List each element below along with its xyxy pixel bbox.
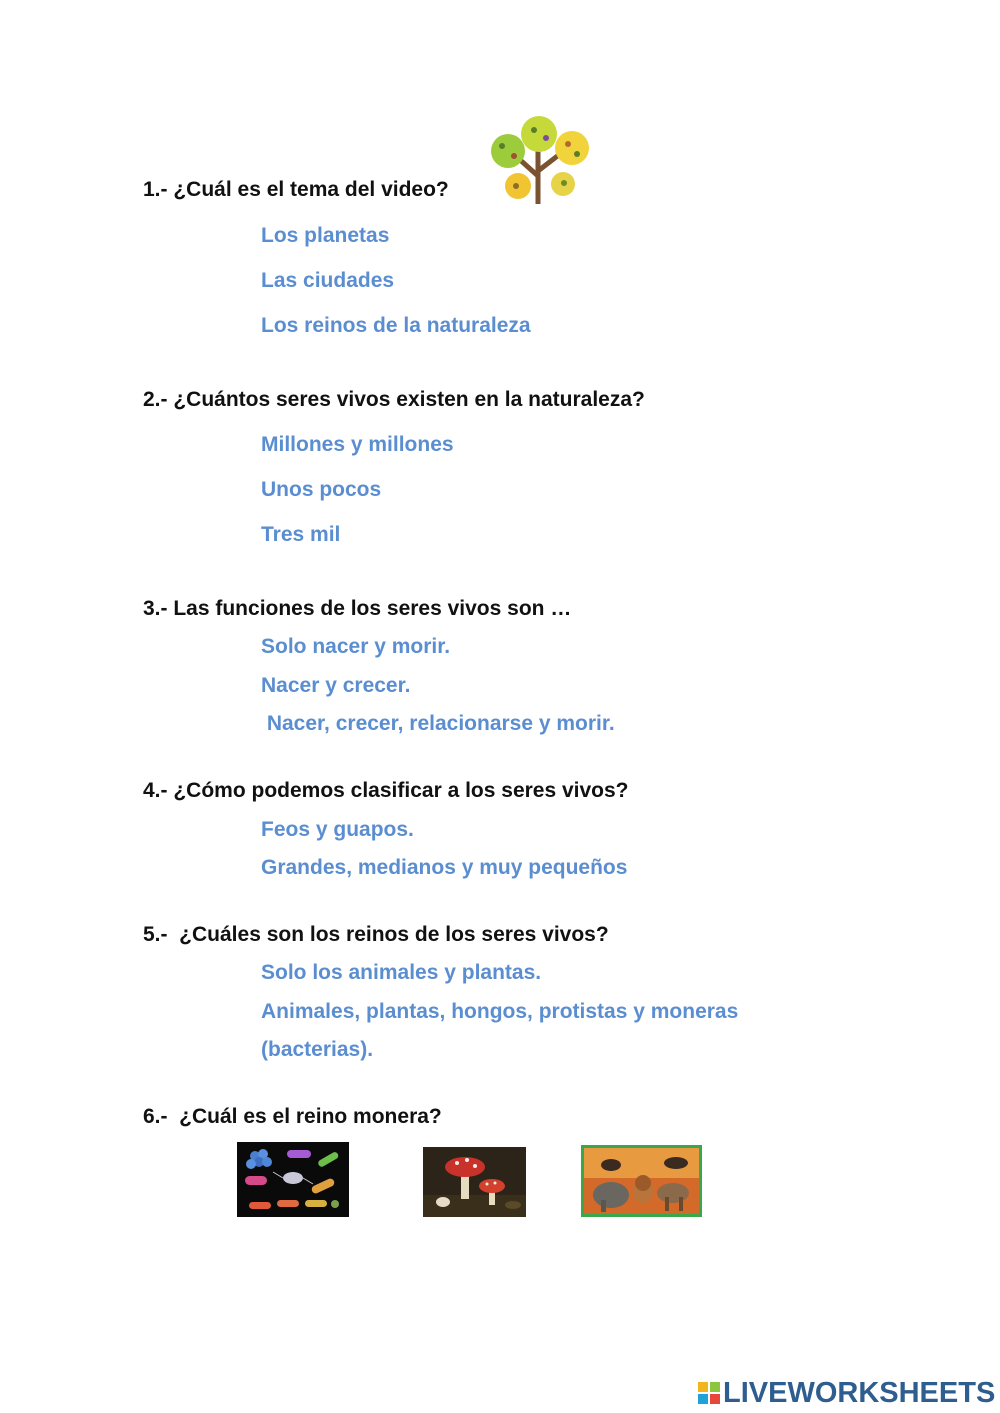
mushrooms-image-option[interactable] <box>423 1147 526 1217</box>
q5-option-2-continued[interactable]: (bacterias). <box>261 1038 374 1061</box>
liveworksheets-logo <box>697 1376 995 1410</box>
liveworksheets-mark-icon <box>697 1381 721 1405</box>
liveworksheets-brand: LIVEWORKSHEETS <box>723 1376 996 1409</box>
tree-of-life-icon <box>488 116 590 204</box>
q3-option-1[interactable]: Solo nacer y morir. <box>261 635 451 658</box>
question-4: 4.- ¿Cómo podemos clasificar a los seres vivos? <box>143 779 629 802</box>
q1-option-3[interactable]: Los reinos de la naturaleza <box>261 314 531 337</box>
question-5: 5.- ¿Cuáles son los reinos de los seres vivos? <box>143 923 609 946</box>
question-2: 2.- ¿Cuántos seres vivos existen en la naturaleza? <box>143 388 645 411</box>
q2-option-1[interactable]: Millones y millones <box>261 433 454 456</box>
q3-option-2[interactable]: Nacer y crecer. <box>261 674 411 697</box>
animals-image-option[interactable] <box>581 1145 702 1217</box>
q5-option-1[interactable]: Solo los animales y plantas. <box>261 961 542 984</box>
question-3: 3.- Las funciones de los seres vivos son … <box>143 597 572 620</box>
q2-option-3[interactable]: Tres mil <box>261 523 341 546</box>
q1-option-1[interactable]: Los planetas <box>261 224 390 247</box>
q4-option-2[interactable]: Grandes, medianos y muy pequeños <box>261 856 628 879</box>
q4-option-1[interactable]: Feos y guapos. <box>261 818 414 841</box>
bacteria-image-option[interactable] <box>237 1142 349 1217</box>
q5-option-2[interactable]: Animales, plantas, hongos, protistas y moneras <box>261 1000 739 1023</box>
q1-option-2[interactable]: Las ciudades <box>261 269 395 292</box>
question-6: 6.- ¿Cuál es el reino monera? <box>143 1105 442 1128</box>
q2-option-2[interactable]: Unos pocos <box>261 478 382 501</box>
question-1: 1.- ¿Cuál es el tema del video? <box>143 178 449 201</box>
q3-option-3[interactable]: Nacer, crecer, relacionarse y morir. <box>261 712 615 735</box>
